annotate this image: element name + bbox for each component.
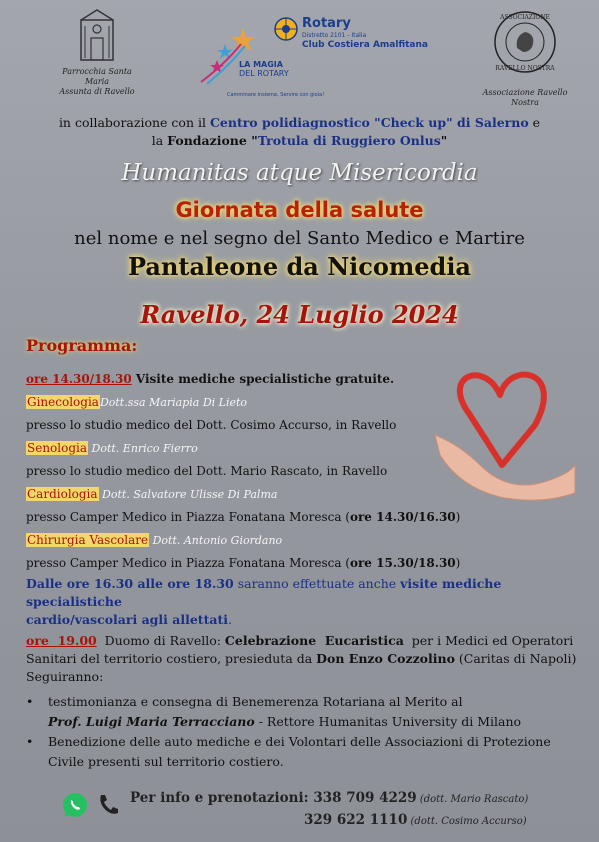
bedridden-visits bbox=[26, 575, 586, 629]
bedridden-cardio: cardio/vascolari agli allettati bbox=[26, 612, 228, 627]
bullet-2-line-2: Civile presenti sul territorio costiero. bbox=[48, 754, 284, 769]
spec-row-gyn bbox=[26, 391, 586, 415]
evening-line-2 bbox=[26, 650, 586, 668]
rotary-district: Distretto 2101 - Italia bbox=[302, 32, 367, 39]
event-date: Ravello, 24 Luglio 2024 bbox=[140, 300, 459, 329]
parish-logo bbox=[52, 8, 142, 97]
evening-section bbox=[26, 632, 586, 686]
bullet-1-prof: Prof. Luigi Maria Terracciano bbox=[48, 714, 255, 729]
parish-caption-2: Assunta di Ravello bbox=[59, 87, 135, 96]
paren-close-card: ) bbox=[455, 510, 461, 524]
church-icon bbox=[77, 8, 117, 63]
rotary-slogan: Camminare insieme, Servire con gioia! bbox=[227, 92, 325, 98]
bullet-list bbox=[26, 692, 586, 772]
collab-quote-close: " bbox=[440, 133, 448, 148]
bedridden-mid: saranno effettuate anche bbox=[233, 576, 401, 591]
place-vasc bbox=[26, 552, 586, 575]
spec-row-vasc bbox=[26, 529, 586, 553]
place-card bbox=[26, 506, 586, 529]
info-phone-1[interactable]: 338 709 4229 bbox=[313, 790, 417, 806]
bullet-1-line-1: testimonianza e consegna di Benemerenza Rotariana al Merito al bbox=[48, 694, 463, 709]
info-line-2 bbox=[304, 812, 527, 828]
program-visits: Visite mediche specialistiche gratuite. bbox=[131, 372, 395, 386]
collab-post: e bbox=[528, 115, 541, 130]
rotary-title: Rotary bbox=[302, 16, 351, 31]
evening-per: per i Medici ed Operatori bbox=[403, 633, 574, 648]
association-caption: Associazione Ravello Nostra bbox=[482, 88, 568, 107]
place-vasc-text: presso Camper Medico in Piazza Fonatana Moresca ( bbox=[26, 556, 350, 570]
magia-line-1: LA MAGIA bbox=[239, 60, 283, 69]
info-contact-2: (dott. Cosimo Accurso) bbox=[407, 816, 527, 827]
collab-line-2 bbox=[0, 132, 599, 150]
rotary-club: Club Costiera Amalfitana bbox=[302, 40, 428, 50]
association-logo bbox=[470, 10, 580, 108]
doctor-gynecology: Dott.ssa Mariapia Di Lieto bbox=[99, 395, 248, 409]
bullet-dot-icon: • bbox=[26, 694, 34, 709]
program-list bbox=[26, 368, 586, 575]
program-time: ore 14.30/18.30 bbox=[26, 372, 132, 386]
hours-card: ore 14.30/16.30 bbox=[349, 510, 456, 524]
evening-celebrant: Don Enzo Cozzolino bbox=[316, 651, 455, 666]
collab-centro: Centro polidiagnostico "Check up" di Salerno bbox=[209, 115, 529, 130]
svg-text:RAVELLO NOSTRA: RAVELLO NOSTRA bbox=[495, 65, 555, 72]
program-time-row bbox=[26, 368, 586, 391]
event-title: Giornata della salute bbox=[175, 198, 424, 222]
collab-la: la bbox=[151, 133, 168, 148]
spec-row-card bbox=[26, 483, 586, 507]
collaboration-text bbox=[0, 114, 599, 150]
collab-trotula: Trotula di Ruggiero Onlus bbox=[257, 133, 441, 148]
bullet-2-line-1: Benedizione delle auto mediche e dei Volontari delle Associazioni di Protezione bbox=[48, 734, 551, 749]
place-card-text: presso Camper Medico in Piazza Fonatana Moresca ( bbox=[26, 510, 350, 524]
doctor-senology: Dott. Enrico Fierro bbox=[88, 441, 198, 455]
rotary-wheel-icon bbox=[273, 16, 299, 42]
bullet-item-2 bbox=[26, 732, 586, 772]
collab-pre: in collaborazione con il bbox=[58, 115, 210, 130]
doctor-vascular: Dott. Antonio Giordano bbox=[149, 533, 283, 547]
evening-follow: Seguiranno: bbox=[26, 669, 104, 684]
stars-icon bbox=[195, 20, 265, 90]
doctor-cardiology: Dott. Salvatore Ulisse Di Palma bbox=[98, 487, 278, 501]
spec-cardiology: Cardiologia bbox=[27, 486, 98, 501]
saint-name: Pantaleone da Nicomedia bbox=[128, 252, 471, 281]
evening-celebration: Celebrazione Eucaristica bbox=[224, 633, 404, 648]
program-label: Programma: bbox=[26, 336, 138, 355]
paren-close-vasc: ) bbox=[455, 556, 461, 570]
collab-fondazione: Fondazione bbox=[167, 133, 247, 148]
info-label: Per info e prenotazioni: bbox=[130, 790, 314, 806]
latin-motto: Humanitas atque Misericordia bbox=[121, 160, 478, 186]
svg-text:ASSOCIAZIONE: ASSOCIAZIONE bbox=[500, 14, 550, 21]
evening-caritas: (Caritas di Napoli) bbox=[454, 651, 577, 666]
spec-vascular: Chirurgia Vascolare bbox=[27, 532, 149, 547]
rotary-logo bbox=[195, 14, 435, 104]
info-contact-1: (dott. Mario Rascato) bbox=[416, 794, 529, 805]
spec-senology: Senologia bbox=[27, 440, 88, 455]
collab-quote-open: " bbox=[246, 133, 258, 148]
spec-row-sen bbox=[26, 437, 586, 461]
place-sen: presso lo studio medico del Dott. Mario Rascato, in Ravello bbox=[26, 464, 388, 478]
whatsapp-icon bbox=[62, 792, 88, 818]
bullet-1-rettore: - Rettore Humanitas University di Milano bbox=[254, 714, 522, 729]
bedridden-visits-bold: visite mediche specialistiche bbox=[26, 576, 502, 609]
place-gyn: presso lo studio medico del Dott. Cosimo Accurso, in Ravello bbox=[26, 418, 397, 432]
evening-sanitari: Sanitari del territorio costiero, presieduta da bbox=[26, 651, 317, 666]
evening-time: ore 19.00 bbox=[26, 633, 97, 648]
evening-line-1 bbox=[26, 632, 586, 650]
spec-gynecology: Ginecologia bbox=[27, 394, 99, 409]
magia-line-2: DEL ROTARY bbox=[239, 69, 289, 78]
bullet-item-1 bbox=[26, 692, 586, 732]
info-phone-2[interactable]: 329 622 1110 bbox=[304, 812, 408, 828]
evening-duomo: Duomo di Ravello: bbox=[96, 633, 225, 648]
bedridden-hours: Dalle ore 16.30 alle ore 18.30 bbox=[26, 576, 234, 591]
event-subtitle: nel nome e nel segno del Santo Medico e Martire bbox=[74, 228, 525, 249]
rotary-magia bbox=[239, 60, 289, 78]
bullet-1-line-2 bbox=[48, 712, 586, 732]
collab-line-1 bbox=[0, 114, 599, 132]
bedridden-end: . bbox=[227, 612, 232, 627]
phone-icon bbox=[96, 792, 120, 818]
parish-caption-1: Parrocchia Santa Maria bbox=[62, 67, 132, 86]
lion-seal-icon bbox=[493, 10, 557, 74]
hours-vasc: ore 15.30/18.30 bbox=[349, 556, 456, 570]
bullet-dot-icon: • bbox=[26, 734, 34, 749]
info-line-1 bbox=[130, 790, 528, 806]
